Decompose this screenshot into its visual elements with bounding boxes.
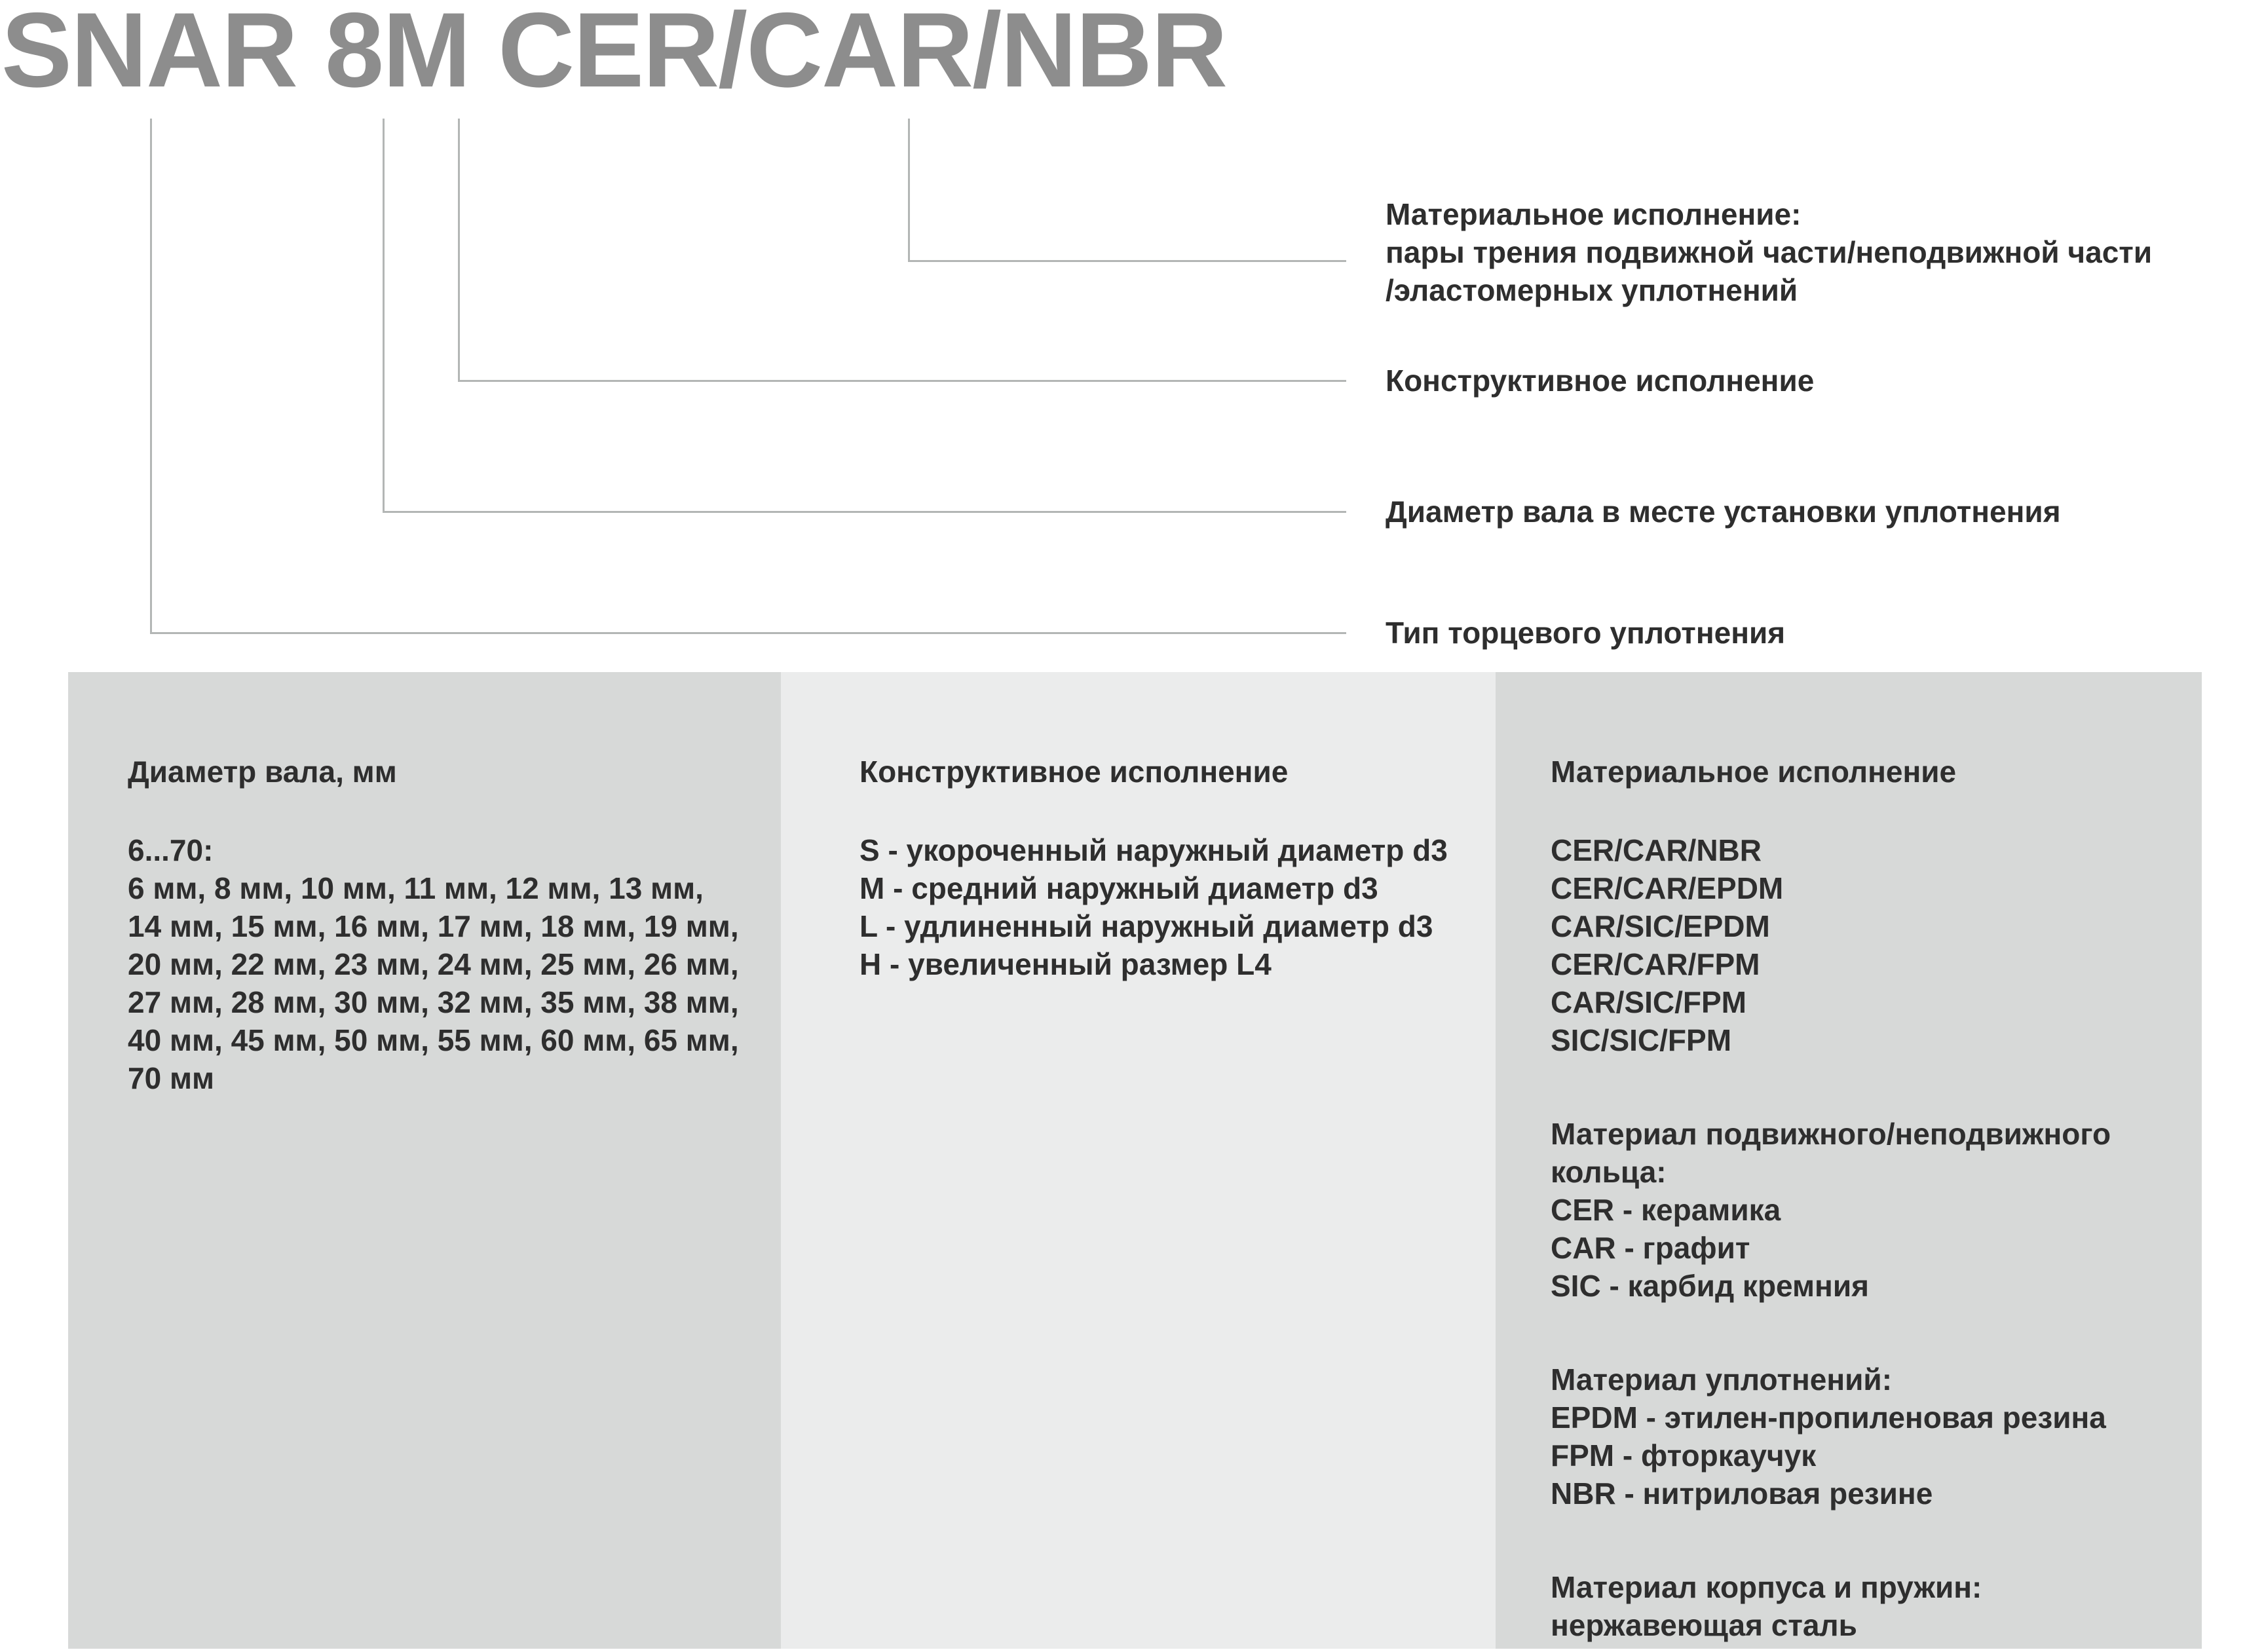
text-line: 27 мм, 28 мм, 30 мм, 32 мм, 35 мм, 38 мм, xyxy=(128,985,739,1019)
text-line: EPDM - этилен-пропиленовая резина xyxy=(1551,1400,2106,1435)
text-line: CER/CAR/EPDM xyxy=(1551,871,1784,905)
callout-construction: Конструктивное исполнение xyxy=(1386,364,1815,398)
text-line: SIC - карбид кремния xyxy=(1551,1269,1869,1303)
text-line: кольца: xyxy=(1551,1155,1667,1189)
text-line: Материал подвижного/неподвижного xyxy=(1551,1117,2111,1151)
text-line: CER/CAR/NBR xyxy=(1551,833,1762,867)
text-group xyxy=(859,831,1469,983)
text-line: 20 мм, 22 мм, 23 мм, 24 мм, 25 мм, 26 мм, xyxy=(128,947,739,981)
text-line: Материал уплотнений: xyxy=(1551,1362,1893,1397)
text-group xyxy=(1551,1115,2182,1305)
column-material xyxy=(1496,672,2202,1649)
column-body xyxy=(1551,831,2182,1644)
column-body xyxy=(859,831,1469,983)
connector-type-vertical xyxy=(150,119,152,634)
text-line: H - увеличенный размер L4 xyxy=(859,947,1272,981)
connector-diameter-horizontal xyxy=(383,511,1346,513)
text-group xyxy=(1551,1568,2182,1644)
text-line: 6...70: xyxy=(128,833,214,867)
text-line: 70 мм xyxy=(128,1061,215,1095)
connector-material-horizontal xyxy=(908,260,1346,262)
connector-construction-horizontal xyxy=(458,380,1346,382)
text-group xyxy=(1551,1361,2182,1512)
callout-material xyxy=(1386,195,2152,309)
column-header: Диаметр вала, мм xyxy=(128,755,397,789)
text-line: пары трения подвижной части/неподвижной части xyxy=(1386,235,2153,269)
text-line: NBR - нитриловая резине xyxy=(1551,1476,1933,1511)
text-line: 14 мм, 15 мм, 16 мм, 17 мм, 18 мм, 19 мм, xyxy=(128,909,739,943)
text-line: FPM - фторкаучук xyxy=(1551,1438,1817,1473)
column-construction xyxy=(781,672,1496,1649)
text-line: Материал корпуса и пружин: xyxy=(1551,1570,1982,1604)
text-line: /эластомерных уплотнений xyxy=(1386,273,1798,307)
text-group xyxy=(1551,831,2182,1059)
text-line: CAR/SIC/FPM xyxy=(1551,985,1746,1019)
connector-diameter-vertical xyxy=(383,119,385,513)
text-line: нержавеющая сталь xyxy=(1551,1608,1857,1642)
text-line: 6 мм, 8 мм, 10 мм, 11 мм, 12 мм, 13 мм, xyxy=(128,871,704,905)
text-line: CER/CAR/FPM xyxy=(1551,947,1760,981)
text-line: M - средний наружный диаметр d3 xyxy=(859,871,1378,905)
text-line: CER - керамика xyxy=(1551,1193,1781,1227)
connector-construction-vertical xyxy=(458,119,460,382)
text-line: L - удлиненный наружный диаметр d3 xyxy=(859,909,1433,943)
column-body xyxy=(128,831,755,1097)
connector-type-horizontal xyxy=(150,632,1346,634)
callout-diameter: Диаметр вала в месте установки уплотнения xyxy=(1386,495,2061,529)
text-line: Материальное исполнение: xyxy=(1386,197,1802,231)
callout-type: Тип торцевого уплотнения xyxy=(1386,616,1786,650)
column-header: Конструктивное исполнение xyxy=(859,755,1289,789)
text-line: CAR/SIC/EPDM xyxy=(1551,909,1770,943)
connector-material-vertical xyxy=(908,119,910,262)
text-group xyxy=(128,831,755,1097)
page-title: SNAR 8M CER/CAR/NBR xyxy=(1,0,1227,109)
text-line: S - укороченный наружный диаметр d3 xyxy=(859,833,1448,867)
column-header: Материальное исполнение xyxy=(1551,755,1957,789)
text-line: SIC/SIC/FPM xyxy=(1551,1023,1732,1057)
text-line: 40 мм, 45 мм, 50 мм, 55 мм, 60 мм, 65 мм, xyxy=(128,1023,739,1057)
text-line: CAR - графит xyxy=(1551,1231,1750,1265)
column-shaft-diameter xyxy=(68,672,781,1649)
